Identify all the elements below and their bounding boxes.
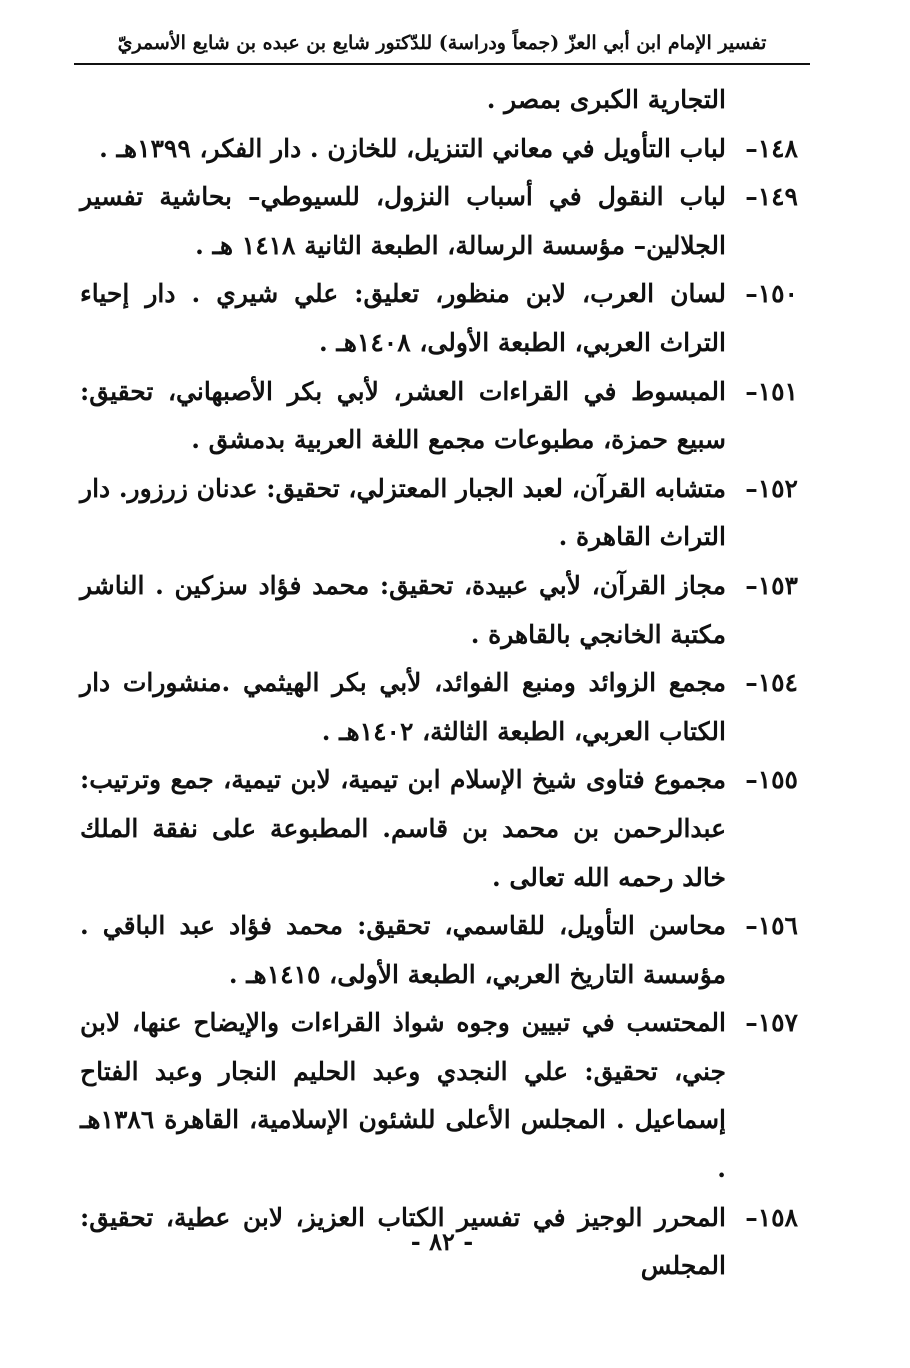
entry-number: ١٥٢– — [745, 473, 798, 503]
bibliography-entry — [80, 270, 798, 367]
continuation-line: التجارية الكبرى بمصر . — [486, 85, 726, 114]
bibliography-entry — [80, 902, 798, 999]
entry-text: المبسوط في القراءات العشر، لأبي بكر الأصبهاني، تحقيق: سبيع حمزة، مطبوعات مجمع اللغة العربية بدمشق . — [80, 376, 726, 455]
header-rule — [74, 63, 810, 65]
entry-text: مجاز القرآن، لأبي عبيدة، تحقيق: محمد فؤاد سزكين . الناشر مكتبة الخانجي بالقاهرة . — [80, 570, 726, 649]
entry-text: لسان العرب، لابن منظور، تعليق: علي شيري . دار إحياء التراث العربي، الطبعة الأولى، ١٤٠٨هـ . — [80, 279, 726, 357]
bibliography-entry — [80, 465, 798, 562]
entry-number: ١٥٠– — [745, 279, 798, 309]
entry-text: مجمع الزوائد ومنبع الفوائد، لأبي بكر الهيثمي .منشورات دار الكتاب العربي، الطبعة الثالثة، ١٤٠٢هـ . — [80, 668, 726, 746]
entry-text: لباب التأويل في معاني التنزيل، للخازن . دار الفكر، ١٣٩٩هـ . — [99, 133, 726, 163]
bibliography-list — [80, 76, 798, 1291]
entry-text: متشابه القرآن، لعبد الجبار المعتزلي، تحقيق: عدنان زرزور. دار التراث القاهرة . — [80, 473, 726, 552]
bibliography-entry — [80, 756, 798, 902]
entry-text: المحتسب في تبيين وجوه شواذ القراءات والإيضاح عنها، لابن جني، تحقيق: علي النجدي وعبد الحليم النجار وعبد الفتاح إسماعيل . المجلس الأعلى للشئون الإسلامية، القاهرة ١٣٨٦هـ . — [80, 1008, 726, 1184]
entry-number: ١٥٥– — [745, 765, 798, 795]
page-number: - ٨٢ - — [410, 1227, 474, 1256]
bibliography-entry — [80, 173, 798, 270]
bibliography-entry — [80, 368, 798, 465]
entry-number: ١٤٨– — [745, 133, 798, 163]
entry-number: ١٥٧– — [745, 1008, 798, 1038]
bibliography-entry — [80, 659, 798, 756]
bibliography-entry — [80, 125, 798, 174]
entry-number: ١٥٨– — [745, 1202, 798, 1232]
entry-number: ١٥٣– — [745, 570, 798, 600]
entry-number: ١٥٦– — [745, 911, 798, 941]
entry-text: محاسن التأويل، للقاسمي، تحقيق: محمد فؤاد عبد الباقي . مؤسسة التاريخ العربي، الطبعة الأولى، ١٤١٥هـ . — [80, 911, 726, 989]
entry-text: مجموع فتاوى شيخ الإسلام ابن تيمية، لابن تيمية، جمع وترتيب: عبدالرحمن بن محمد بن قاسم. المطبوعة على نفقة الملك خالد رحمه الله تعالى . — [80, 765, 726, 892]
bibliography-entry — [80, 999, 798, 1193]
entry-number: ١٥٤– — [745, 668, 798, 698]
entry-text: المحرر الوجيز في تفسير الكتاب العزيز، لابن عطية، تحقيق: المجلس — [80, 1202, 726, 1281]
bibliography-entry — [80, 562, 798, 659]
entry-number: ١٥١– — [745, 376, 798, 406]
entry-number: ١٤٩– — [745, 182, 798, 212]
entry-text: لباب النقول في أسباب النزول، للسيوطي– بحاشية تفسير الجلالين– مؤسسة الرسالة، الطبعة الثانية ١٤١٨ هـ . — [80, 182, 726, 260]
running-header: تفسير الإمام ابن أبي العزّ (جمعاً ودراسة) للدّكتور شايع بن عبده بن شايع الأسمريّ — [117, 32, 767, 54]
